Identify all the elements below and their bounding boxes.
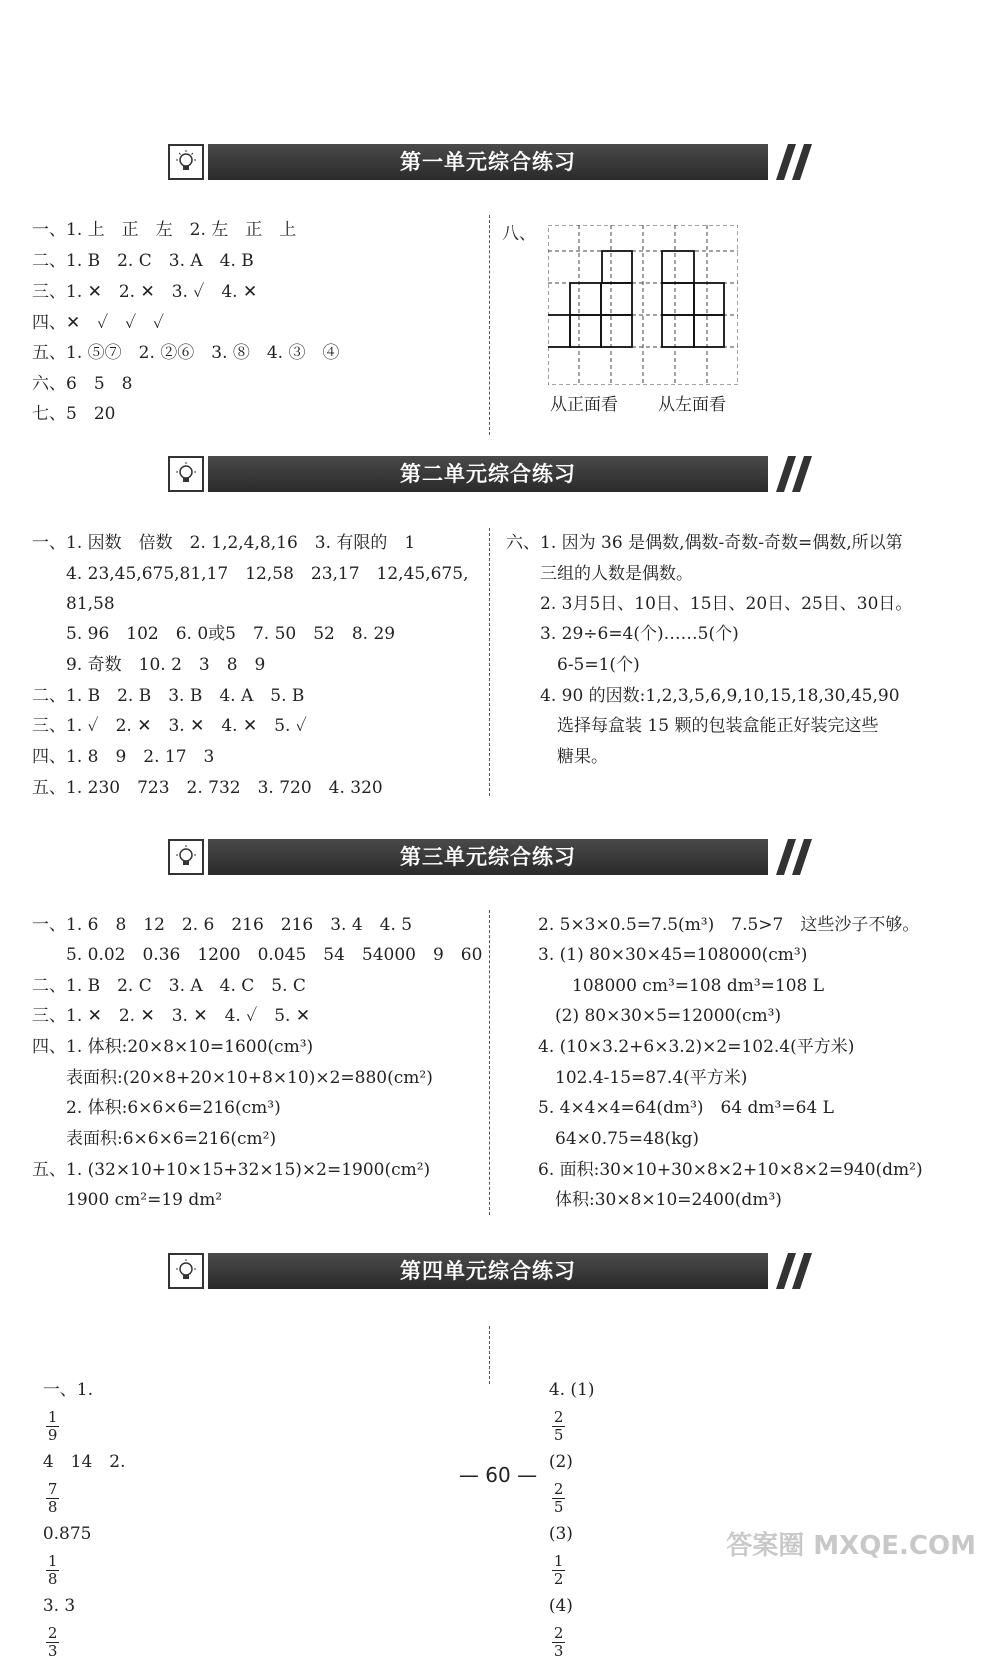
numerator: 7	[47, 1480, 58, 1498]
slash-decoration-icon	[768, 839, 828, 875]
answer-line: 二、1. B 2. C 3. A 4. C 5. C	[32, 976, 306, 996]
answer-line: 一、1. 6 8 12 2. 6 216 216 3. 4 4. 5	[32, 915, 413, 935]
numerator: 1	[47, 1552, 58, 1570]
answer-line: 四、✕ ✓ ✓ ✓	[32, 313, 165, 333]
answer-line-fractions	[32, 1336, 125, 1660]
answer-line: 六、1. 因为 36 是偶数,偶数-奇数-奇数=偶数,所以第	[506, 533, 903, 553]
page-number: — 60 —	[458, 1463, 538, 1487]
section-header-unit3	[168, 839, 828, 875]
answer-prefix: 一、1.	[42, 1380, 94, 1400]
denominator: 3	[47, 1642, 58, 1660]
denominator: 2	[553, 1570, 564, 1588]
numerator: 2	[553, 1624, 564, 1642]
column-divider	[489, 215, 490, 435]
answer-line: 表面积:(20×8+20×10+8×10)×2=880(cm²)	[32, 1068, 433, 1088]
caption-left-view: 从左面看	[658, 395, 726, 415]
slash-decoration-icon	[768, 1253, 828, 1289]
section-header-unit1	[168, 144, 828, 180]
lightbulb-icon	[168, 456, 204, 492]
answer-line: 4. 23,45,675,81,17 12,58 23,17 12,45,675,	[32, 564, 469, 584]
answer-text: 0.875	[42, 1524, 92, 1544]
answer-line-fractions	[538, 1336, 595, 1660]
fraction	[46, 1625, 60, 1660]
answer-line: 3. 29÷6=4(个)……5(个)	[506, 624, 739, 644]
section-header-unit2	[168, 456, 828, 492]
answer-line: 五、1. ⑤⑦ 2. ②⑥ 3. ⑧ 4. ③ ④	[32, 343, 340, 363]
answer-line: 108000 cm³=108 dm³=108 L	[538, 976, 825, 996]
view-grid-diagram	[548, 225, 738, 385]
answer-text: 3. 3	[42, 1596, 76, 1616]
answer-prefix: 4. (1)	[548, 1380, 595, 1400]
column-divider	[489, 910, 490, 1215]
answer-line: 2. 体积:6×6×6=216(cm³)	[32, 1098, 281, 1118]
answer-line: 1900 cm²=19 dm²	[32, 1190, 223, 1210]
answer-line: 6-5=1(个)	[506, 655, 640, 675]
slash-decoration-icon	[768, 144, 828, 180]
fraction	[552, 1409, 566, 1444]
answer-line: 5. 0.02 0.36 1200 0.045 54 54000 9 60	[32, 945, 483, 965]
numerator: 1	[47, 1408, 58, 1426]
fraction	[46, 1409, 60, 1444]
answer-line: 三、1. ✕ 2. ✕ 3. ✕ 4. ✓ 5. ✕	[32, 1006, 311, 1026]
answer-line: 二、1. B 2. C 3. A 4. B	[32, 251, 254, 271]
answer-text: (2)	[548, 1452, 573, 1472]
numerator: 2	[47, 1624, 58, 1642]
answer-line: 糖果。	[506, 747, 608, 767]
denominator: 8	[47, 1570, 58, 1588]
answer-line: 一、1. 因数 倍数 2. 1,2,4,8,16 3. 有限的 1	[32, 533, 416, 553]
answer-line: 4. 90 的因数:1,2,3,5,6,9,10,15,18,30,45,90	[506, 686, 900, 706]
fraction	[552, 1625, 566, 1660]
answer-line: 五、1. 230 723 2. 732 3. 720 4. 320	[32, 778, 383, 798]
answer-line: 6. 面积:30×10+30×8×2+10×8×2=940(dm²)	[538, 1160, 923, 1180]
answer-line: 三组的人数是偶数。	[506, 564, 693, 584]
answer-line: 四、1. 8 9 2. 17 3	[32, 747, 215, 767]
answer-line: 六、6 5 8	[32, 374, 133, 394]
numerator: 2	[553, 1408, 564, 1426]
answer-line: 5. 96 102 6. 0或5 7. 50 52 8. 29	[32, 624, 396, 644]
answer-line: 4. (10×3.2+6×3.2)×2=102.4(平方米)	[538, 1037, 855, 1057]
numerator: 2	[553, 1480, 564, 1498]
slash-decoration-icon	[768, 456, 828, 492]
numerator: 1	[553, 1552, 564, 1570]
denominator: 5	[553, 1426, 564, 1444]
answer-line: 9. 奇数 10. 2 3 8 9	[32, 655, 266, 675]
column-divider	[489, 1326, 490, 1384]
answer-text: (4)	[548, 1596, 573, 1616]
section-title: 第一单元综合练习	[400, 150, 576, 174]
section-title: 第四单元综合练习	[400, 1259, 576, 1283]
answer-line: (2) 80×30×5=12000(cm³)	[538, 1006, 782, 1026]
answer-line: 一、1. 上 正 左 2. 左 正 上	[32, 220, 297, 240]
answer-line: 5. 4×4×4=64(dm³) 64 dm³=64 L	[538, 1098, 834, 1118]
answer-line: 四、1. 体积:20×8×10=1600(cm³)	[32, 1037, 314, 1057]
answer-line: 三、1. ✕ 2. ✕ 3. ✓ 4. ✕	[32, 282, 258, 302]
answer-line: 表面积:6×6×6=216(cm²)	[32, 1129, 277, 1149]
section-title: 第二单元综合练习	[400, 462, 576, 486]
caption-front-view: 从正面看	[550, 395, 618, 415]
denominator: 5	[553, 1498, 564, 1516]
answer-line: 102.4-15=87.4(平方米)	[538, 1068, 748, 1088]
answer-line: 81,58	[32, 594, 115, 614]
answer-text: 4 14 2.	[42, 1452, 126, 1472]
question-label: 八、	[502, 224, 536, 244]
answer-line: 选择每盒装 15 颗的包装盒能正好装完这些	[506, 716, 879, 736]
denominator: 9	[47, 1426, 58, 1444]
answer-line: 七、5 20	[32, 404, 116, 424]
section-title: 第三单元综合练习	[400, 845, 576, 869]
fraction	[46, 1553, 60, 1588]
column-divider	[489, 528, 490, 796]
answer-line: 二、1. B 2. B 3. B 4. A 5. B	[32, 686, 305, 706]
denominator: 3	[553, 1642, 564, 1660]
answer-line: 64×0.75=48(kg)	[538, 1129, 700, 1149]
answer-line: 2. 3月5日、10日、15日、20日、25日、30日。	[506, 594, 913, 614]
fraction	[552, 1553, 566, 1588]
lightbulb-icon	[168, 144, 204, 180]
lightbulb-icon	[168, 1253, 204, 1289]
answer-line: 3. (1) 80×30×45=108000(cm³)	[538, 945, 808, 965]
answer-line: 五、1. (32×10+10×15+32×15)×2=1900(cm²)	[32, 1160, 431, 1180]
answer-line: 2. 5×3×0.5=7.5(m³) 7.5>7 这些沙子不够。	[538, 915, 920, 935]
answer-line: 三、1. ✓ 2. ✕ 3. ✕ 4. ✕ 5. ✓	[32, 716, 307, 736]
watermark: 答案圈 MXQE.COM	[726, 1531, 976, 1561]
answer-line: 体积:30×8×10=2400(dm³)	[538, 1190, 782, 1210]
section-header-unit4	[168, 1253, 828, 1289]
lightbulb-icon	[168, 839, 204, 875]
answer-text: (3)	[548, 1524, 573, 1544]
denominator: 8	[47, 1498, 58, 1516]
